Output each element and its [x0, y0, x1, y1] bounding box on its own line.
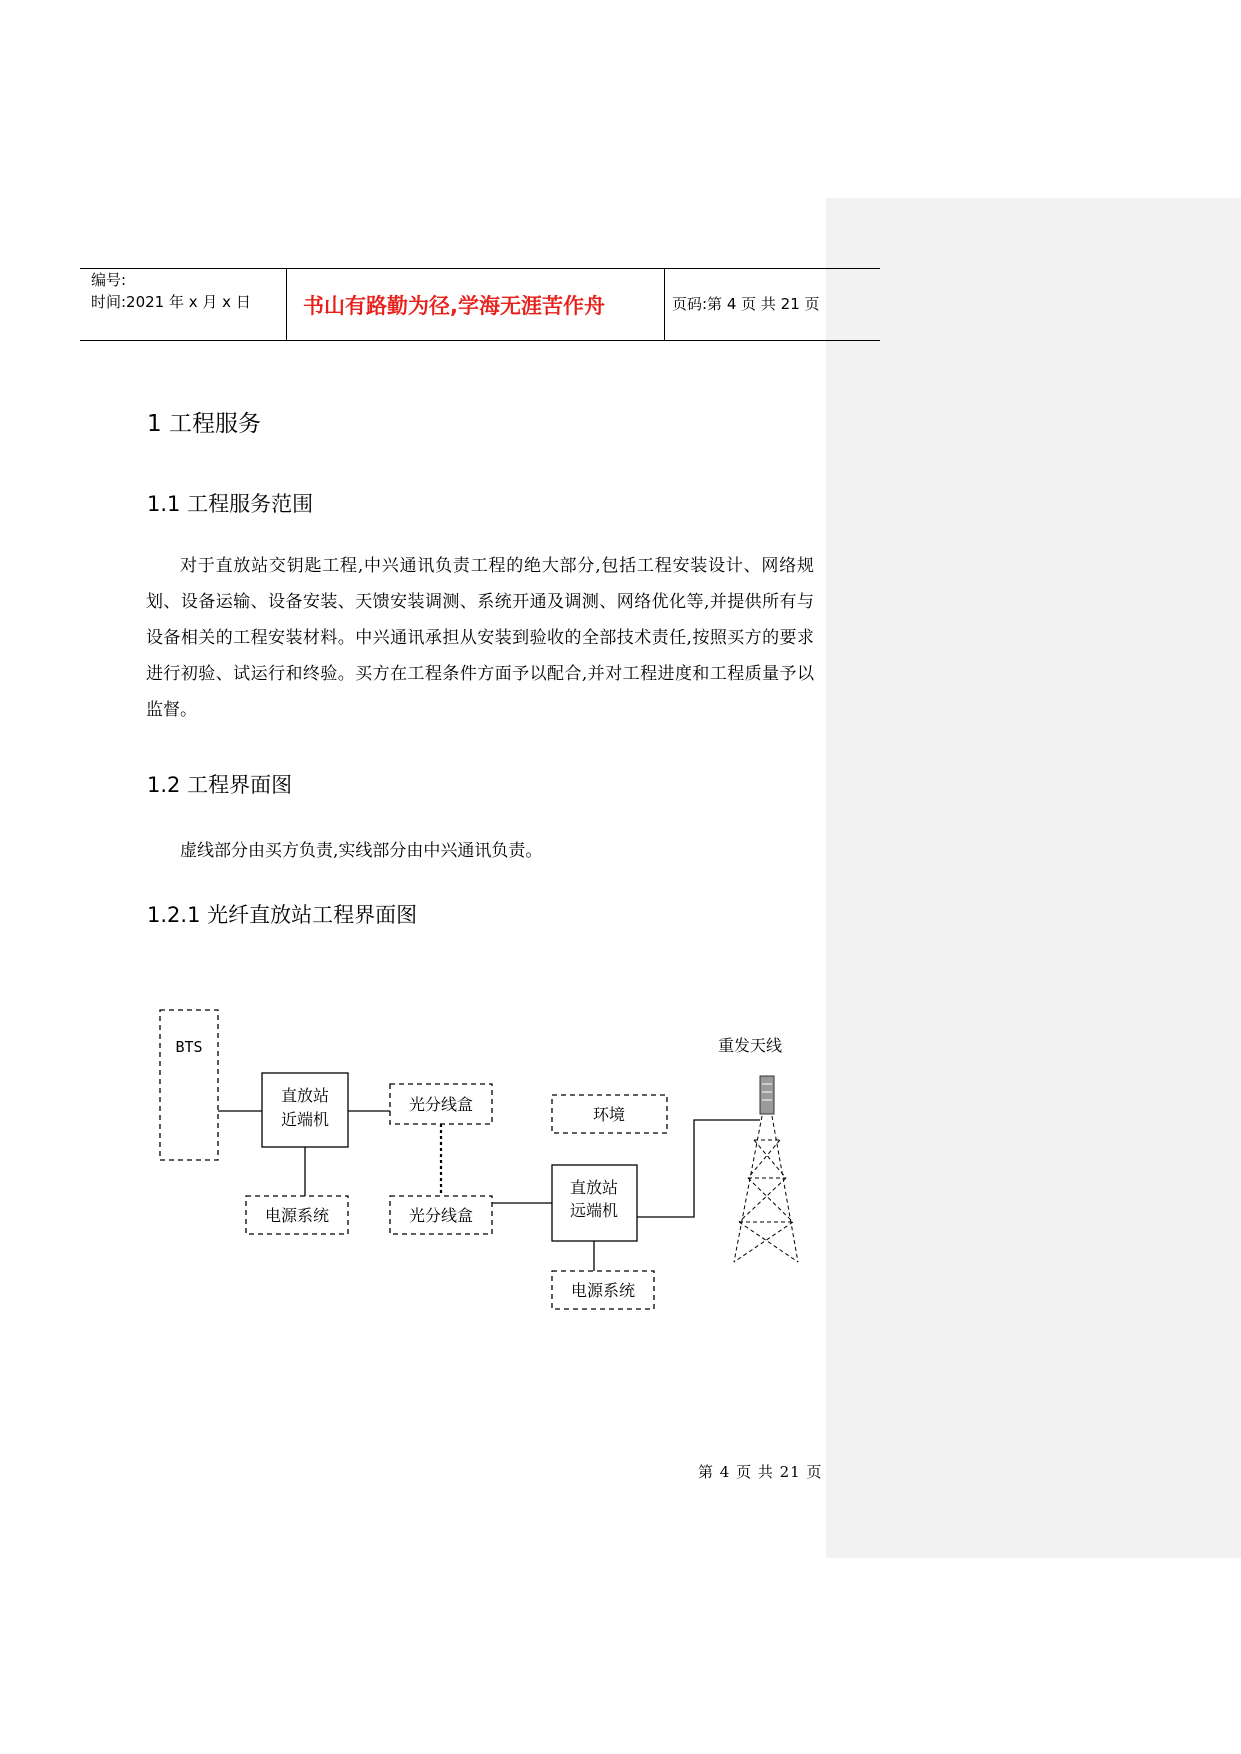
comment-margin-panel	[826, 198, 1241, 1558]
bts-label: BTS	[175, 1038, 203, 1056]
header-top-rule	[80, 268, 880, 269]
antenna-label: 重发天线	[717, 1036, 783, 1055]
antenna-tower-icon	[734, 1076, 798, 1262]
environment-label: 环境	[592, 1105, 626, 1124]
link-remote-antenna	[637, 1120, 760, 1217]
bts-box	[160, 1010, 218, 1160]
header-number-label: 编号:	[91, 271, 127, 289]
heading-1: 1 工程服务	[147, 411, 261, 437]
header-page-code: 页码:第 4 页 共 21 页	[672, 295, 820, 313]
splitter-top-label: 光分线盒	[408, 1095, 474, 1114]
power-left-label: 电源系统	[264, 1206, 330, 1225]
remote-unit-label-2: 远端机	[569, 1201, 619, 1220]
paragraph-interface-note: 虚线部分由买方负责,实线部分由中兴通讯负责。	[180, 841, 543, 861]
near-unit-label-1: 直放站	[280, 1086, 330, 1105]
header-bottom-rule	[80, 340, 880, 341]
heading-1-2-1: 1.2.1 光纤直放站工程界面图	[147, 903, 418, 927]
splitter-bottom-label: 光分线盒	[408, 1206, 474, 1225]
header-motto: 书山有路勤为径,学海无涯苦作舟	[303, 294, 605, 318]
header-divider-1	[286, 268, 287, 340]
header-time-label: 时间:2021 年 x 月 x 日	[91, 293, 251, 311]
near-unit-label-2: 近端机	[280, 1110, 330, 1129]
heading-1-1: 1.1 工程服务范围	[147, 492, 314, 516]
heading-1-2: 1.2 工程界面图	[147, 773, 293, 797]
remote-unit-label-1: 直放站	[569, 1178, 619, 1197]
header-divider-2	[664, 268, 665, 340]
footer-page-number: 第 4 页 共 21 页	[698, 1463, 823, 1481]
power-right-label: 电源系统	[570, 1281, 636, 1300]
paragraph-service-scope: 对于直放站交钥匙工程,中兴通讯负责工程的绝大部分,包括工程安装设计、网络规划、设备运输、设备安装、天馈安装调测、系统开通及调测、网络优化等,并提供所有与设备相关的工程安装材料。中兴通讯承担从安装到验收的全部技术责任,按照买方的要求进行初验、试运行和终验。买方在工程条件方面予以配合,并对工程进度和工程质量予以监督。	[146, 556, 814, 720]
fiber-repeater-interface-diagram	[150, 1000, 810, 1330]
